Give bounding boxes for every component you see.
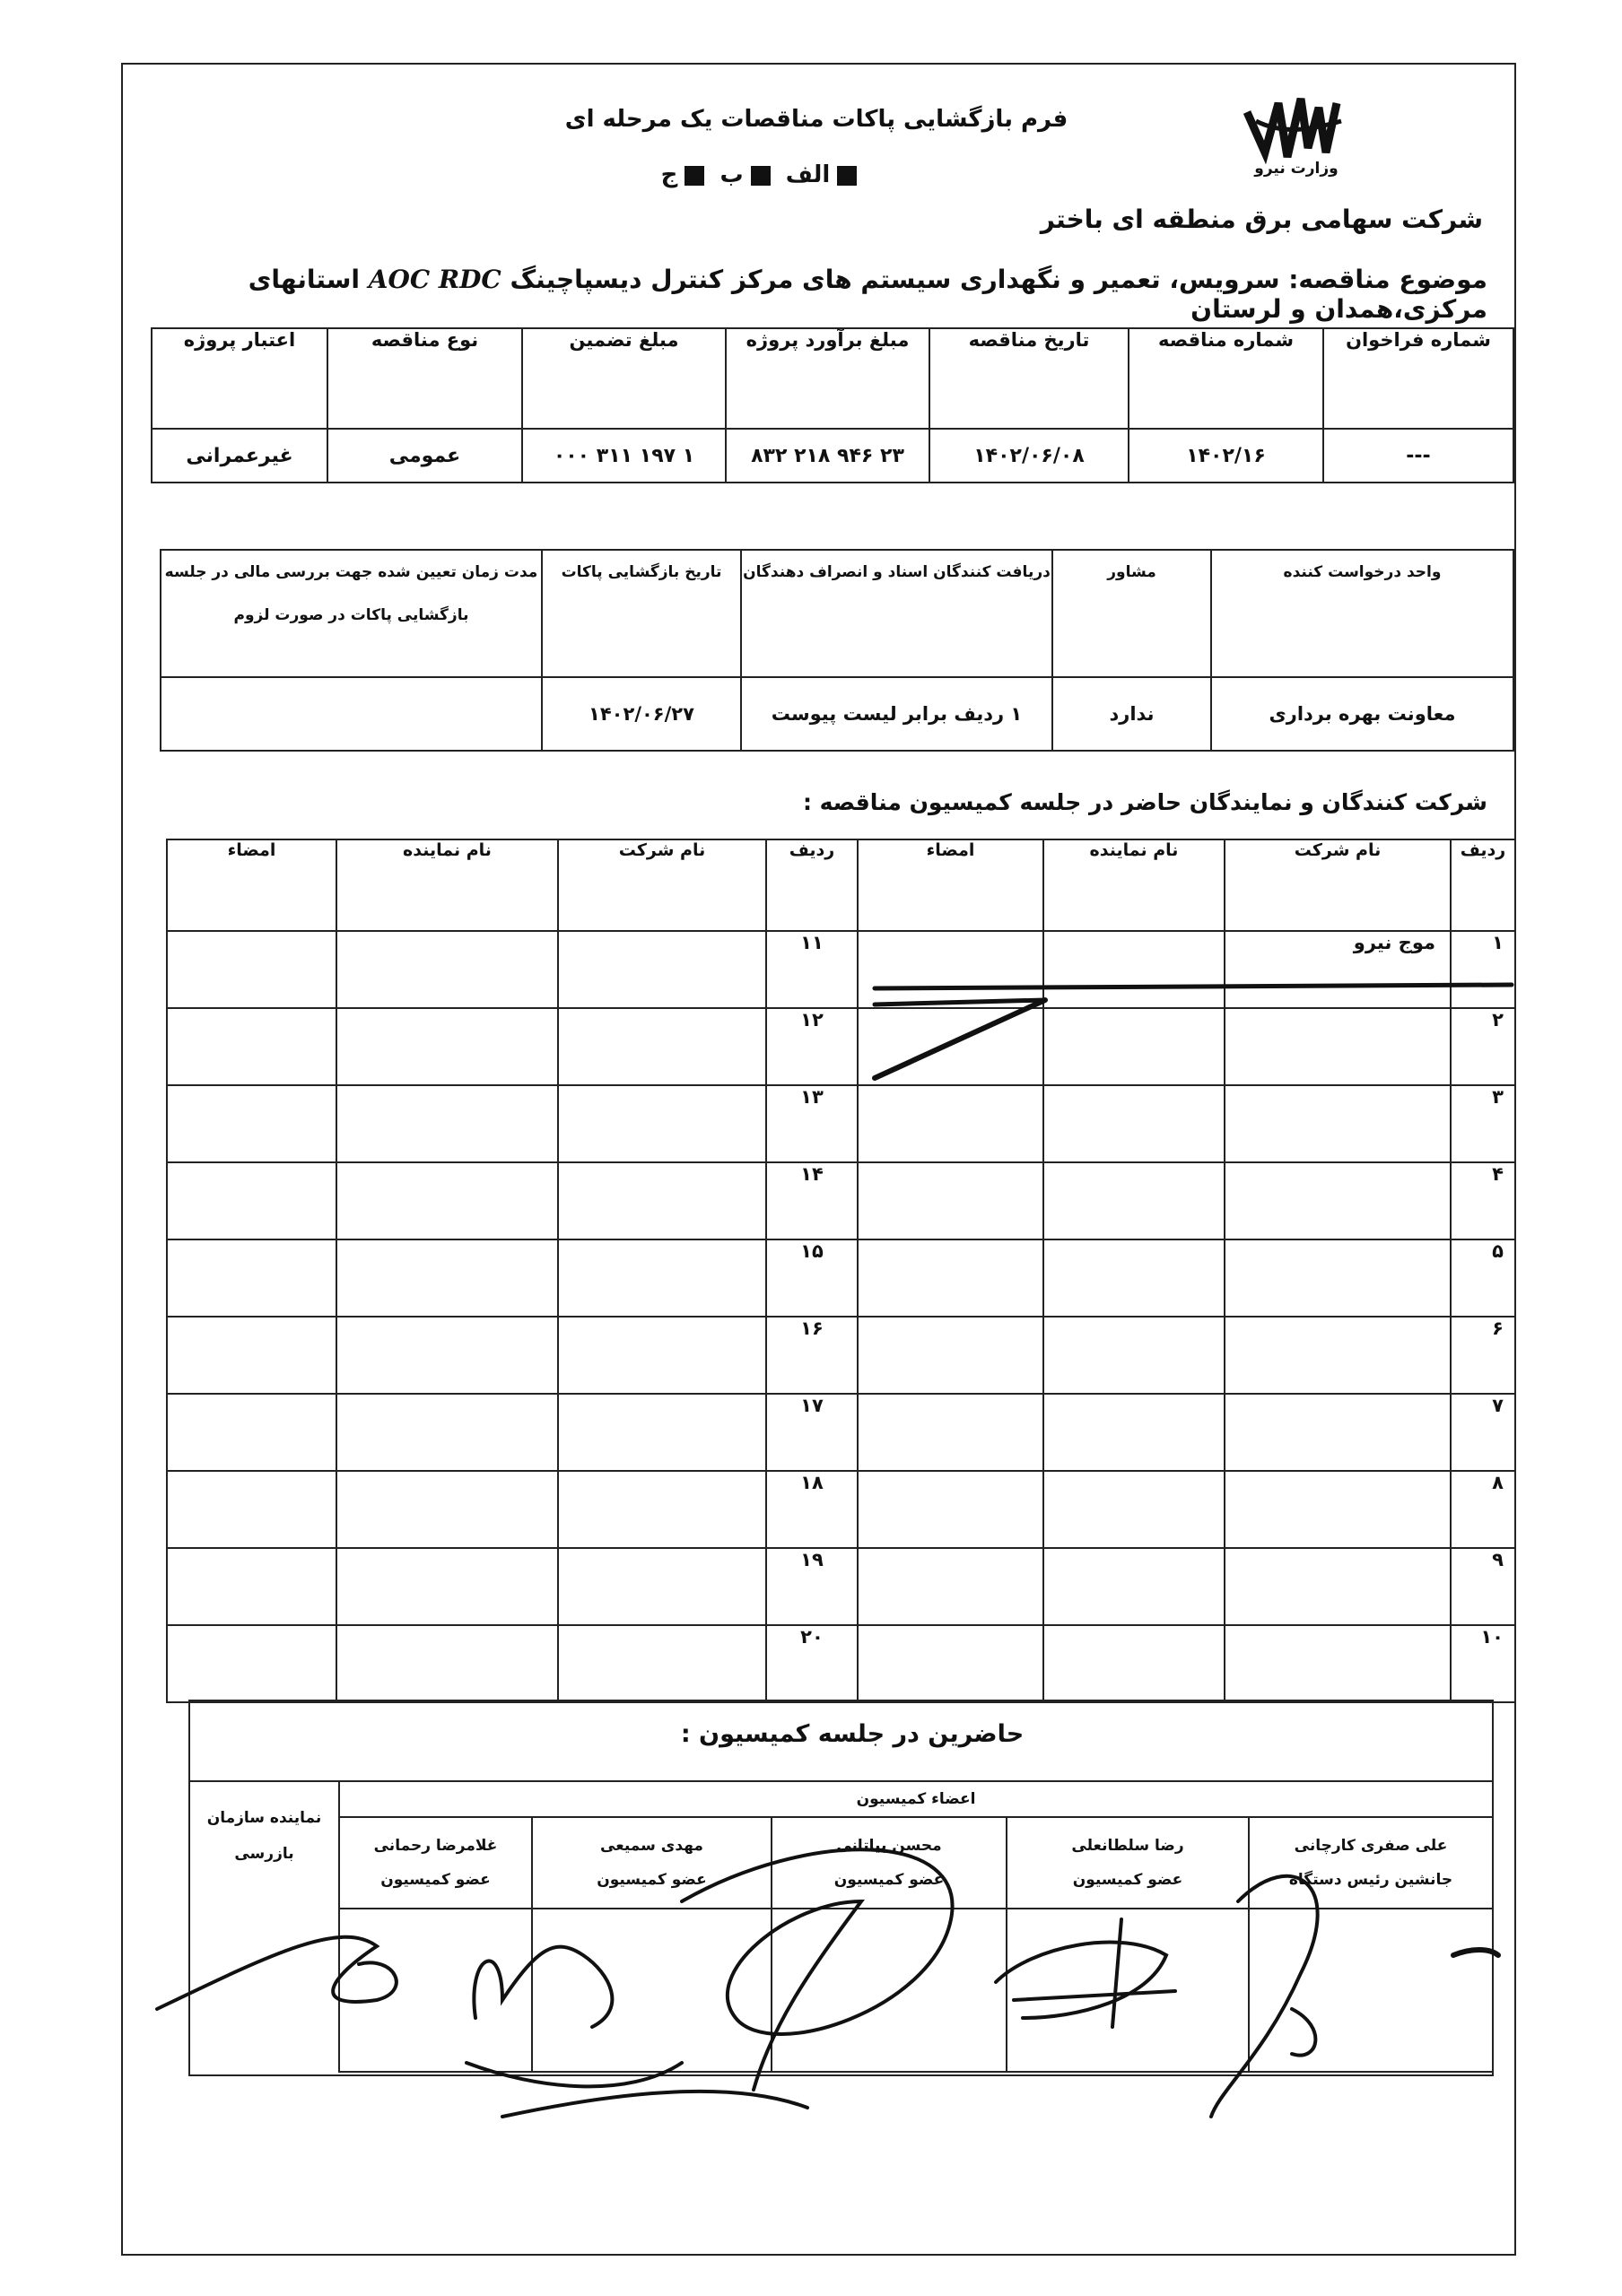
header-row-number-left: ردیف [766,839,858,931]
company-cell-right [1225,1239,1451,1317]
row-number-left: ۱۸ [766,1471,858,1548]
subject-prefix: موضوع مناقصه: سرویس، تعمیر و نگهداری سیستم های مرکز کنترل دیسپاچینگ [510,265,1487,294]
category-be: ب [719,161,744,188]
row-number-right: ۱۰ [1451,1625,1515,1702]
signature-cell-right [858,1085,1043,1162]
value-review-duration [161,677,542,751]
representative-cell-left [336,1162,558,1239]
header-call-number: شماره فراخوان [1323,328,1513,429]
members-label: اعضاء کمیسیون [339,1781,1493,1817]
members-label-row [189,1781,1493,1817]
company-cell-left [558,1471,766,1548]
category-checkboxes [628,161,897,188]
representative-cell-right [1043,1394,1225,1471]
signature-cell-left [167,1394,336,1471]
member-5-cell [1249,1817,1493,1909]
participants-title: شرکت کنندگان و نمایندگان حاضر در جلسه کمیسیون مناقصه : [802,789,1487,815]
representative-cell-left [336,931,558,1008]
representative-cell-right [1043,1162,1225,1239]
member-1-role: عضو کمیسیون [380,1871,491,1889]
value-guarantee-amount: ۱ ۱۹۷ ۳۱۱ ۰۰۰ [522,429,726,483]
tender-info-header-row [152,328,1513,429]
attendees-table [188,1780,1494,2073]
company-cell-right: موج نیرو [1225,931,1451,1008]
participants-table [166,839,1516,1703]
company-name: شرکت سهامی برق منطقه ای باختر [1040,204,1483,234]
row-number-right: ۴ [1451,1162,1515,1239]
company-cell-right [1225,1085,1451,1162]
signature-cell-left [167,1239,336,1317]
signature-cell-right [858,1394,1043,1471]
member-2-role: عضو کمیسیون [597,1871,707,1889]
representative-cell-right [1043,1008,1225,1085]
participants-header-row [167,839,1515,931]
member-1-name: غلامرضا رحمانی [373,1837,498,1855]
row-number-left: ۱۳ [766,1085,858,1162]
member-5-role: جانشین رئیس دستگاه [1288,1871,1453,1889]
signature-cell-right [858,1625,1043,1702]
participant-row [167,931,1515,1008]
participant-row [167,1317,1515,1394]
value-call-number: --- [1323,429,1513,483]
participants-body [167,931,1515,1702]
representative-cell-left [336,1394,558,1471]
header-estimate-amount: مبلغ برآورد پروژه [726,328,929,429]
signature-cell-5 [1249,1909,1493,2072]
representative-cell-right [1043,1317,1225,1394]
member-1-cell [339,1817,532,1909]
representative-cell-left [336,1625,558,1702]
header-consultant: مشاور [1052,550,1211,677]
company-cell-right [1225,1625,1451,1702]
checkbox-be [751,166,771,186]
representative-cell-right [1043,1239,1225,1317]
value-tender-type: عمومی [327,429,522,483]
inspection-label: نماینده سازمان بازرسی [189,1781,339,2072]
representative-cell-right [1043,1548,1225,1625]
representative-cell-left [336,1471,558,1548]
representative-cell-right [1043,1471,1225,1548]
attendees-title: حاضرین در جلسه کمیسیون : [680,1720,1025,1748]
company-cell-right [1225,1008,1451,1085]
company-cell-right [1225,1471,1451,1548]
signature-cell-right [858,1317,1043,1394]
opening-info-table [160,549,1514,752]
tender-info-table [151,327,1514,483]
category-alef: الف [785,161,831,188]
signature-cell-right [858,1008,1043,1085]
header-signature-right: امضاء [858,839,1043,931]
member-3-role: عضو کمیسیون [833,1871,945,1889]
category-jim: ج [660,161,678,188]
header-document-recipients: دریافت کنندگان اسناد و انصراف دهندگان [741,550,1052,677]
signature-cell-2 [532,1909,772,2072]
representative-cell-right [1043,1085,1225,1162]
row-number-right: ۸ [1451,1471,1515,1548]
member-4-cell [1007,1817,1249,1909]
value-document-recipients: ۱ ردیف برابر لیست پیوست [741,677,1052,751]
signature-cell-left [167,1317,336,1394]
tender-subject [142,265,1487,324]
header-representative-left: نام نماینده [336,839,558,931]
signature-cell-left [167,1085,336,1162]
row-number-left: ۱۲ [766,1008,858,1085]
company-cell-left [558,1317,766,1394]
value-tender-date: ۱۴۰۲/۰۶/۰۸ [929,429,1129,483]
header-project-credit: اعتبار پروژه [152,328,327,429]
signature-cell-4 [1007,1909,1249,2072]
row-number-right: ۵ [1451,1239,1515,1317]
company-cell-left [558,1085,766,1162]
opening-info-header-row [161,550,1513,677]
company-cell-left [558,1162,766,1239]
ministry-name: وزارت نیرو [1254,160,1339,178]
member-3-name: محسن بیاتانی [836,1837,942,1855]
signature-cell-right [858,931,1043,1008]
row-number-right: ۶ [1451,1317,1515,1394]
form-title: فرم بازگشایی پاکات مناقصات یک مرحله ای [564,106,1068,133]
members-names-row [189,1817,1493,1909]
header-row-number-right: ردیف [1451,839,1515,931]
company-cell-left [558,1394,766,1471]
signature-cell-left [167,1008,336,1085]
header-company-left: نام شرکت [558,839,766,931]
member-5-name: علی صفری کارچانی [1294,1837,1448,1855]
row-number-left: ۱۷ [766,1394,858,1471]
signature-cell-3 [772,1909,1007,2072]
header-signature-left: امضاء [167,839,336,931]
representative-cell-left [336,1239,558,1317]
value-estimate-amount: ۲۳ ۹۴۶ ۲۱۸ ۸۳۲ [726,429,929,483]
signature-cell-left [167,1625,336,1702]
signature-cell-right [858,1162,1043,1239]
participant-row [167,1239,1515,1317]
member-3-cell [772,1817,1007,1909]
signature-cell-right [858,1548,1043,1625]
header-company-right: نام شرکت [1225,839,1451,931]
signature-cell-1 [339,1909,532,2072]
signature-cell-left [167,1548,336,1625]
row-number-left: ۱۵ [766,1239,858,1317]
row-number-right: ۲ [1451,1008,1515,1085]
participant-row [167,1008,1515,1085]
subject-latin: AOC RDC [368,265,501,294]
member-4-name: رضا سلطانعلی [1071,1837,1184,1855]
representative-cell-left [336,1548,558,1625]
representative-cell-left [336,1317,558,1394]
row-number-left: ۱۶ [766,1317,858,1394]
header-guarantee-amount: مبلغ تضمین [522,328,726,429]
participant-row [167,1162,1515,1239]
subject-suffix: استانهای مرکزی،همدان و لرستان [248,265,1487,324]
header-tender-type: نوع مناقصه [327,328,522,429]
opening-info-value-row [161,677,1513,751]
row-number-right: ۳ [1451,1085,1515,1162]
checkbox-alef [837,166,857,186]
row-number-left: ۱۹ [766,1548,858,1625]
header-opening-date: تاریخ بازگشایی پاکات [542,550,741,677]
company-cell-left [558,1625,766,1702]
row-number-left: ۱۱ [766,931,858,1008]
row-number-left: ۲۰ [766,1625,858,1702]
member-4-role: عضو کمیسیون [1072,1871,1183,1889]
header-tender-number: شماره مناقصه [1129,328,1323,429]
company-cell-left [558,1239,766,1317]
value-requesting-unit: معاونت بهره برداری [1211,677,1513,751]
company-cell-left [558,931,766,1008]
participant-row [167,1625,1515,1702]
company-cell-right [1225,1162,1451,1239]
value-opening-date: ۱۴۰۲/۰۶/۲۷ [542,677,741,751]
header-representative-right: نام نماینده [1043,839,1225,931]
representative-cell-left [336,1008,558,1085]
signature-cell-left [167,1471,336,1548]
header-requesting-unit: واحد درخواست کننده [1211,550,1513,677]
representative-cell-left [336,1085,558,1162]
member-2-name: مهدی سمیعی [600,1837,703,1855]
company-cell-right [1225,1548,1451,1625]
company-cell-right [1225,1317,1451,1394]
participant-row [167,1548,1515,1625]
value-consultant: ندارد [1052,677,1211,751]
company-cell-left [558,1548,766,1625]
representative-cell-right [1043,931,1225,1008]
value-project-credit: غیرعمرانی [152,429,327,483]
row-number-right: ۷ [1451,1394,1515,1471]
signature-cell-left [167,1162,336,1239]
row-number-left: ۱۴ [766,1162,858,1239]
signature-cell-left [167,931,336,1008]
participant-row [167,1394,1515,1471]
member-2-cell [532,1817,772,1909]
tender-info-value-row [152,429,1513,483]
header-review-duration: مدت زمان تعیین شده جهت بررسی مالی در جلسه بازگشایی پاکات در صورت لزوم [161,550,542,677]
header-tender-date: تاریخ مناقصه [929,328,1129,429]
signature-cell-right [858,1239,1043,1317]
representative-cell-right [1043,1625,1225,1702]
checkbox-jim [685,166,704,186]
row-number-right: ۹ [1451,1548,1515,1625]
signature-cell-right [858,1471,1043,1548]
company-cell-left [558,1008,766,1085]
members-signature-row [189,1909,1493,2072]
participant-row [167,1085,1515,1162]
value-tender-number: ۱۴۰۲/۱۶ [1129,429,1323,483]
participant-row [167,1471,1515,1548]
row-number-right: ۱ [1451,931,1515,1008]
company-cell-right [1225,1394,1451,1471]
